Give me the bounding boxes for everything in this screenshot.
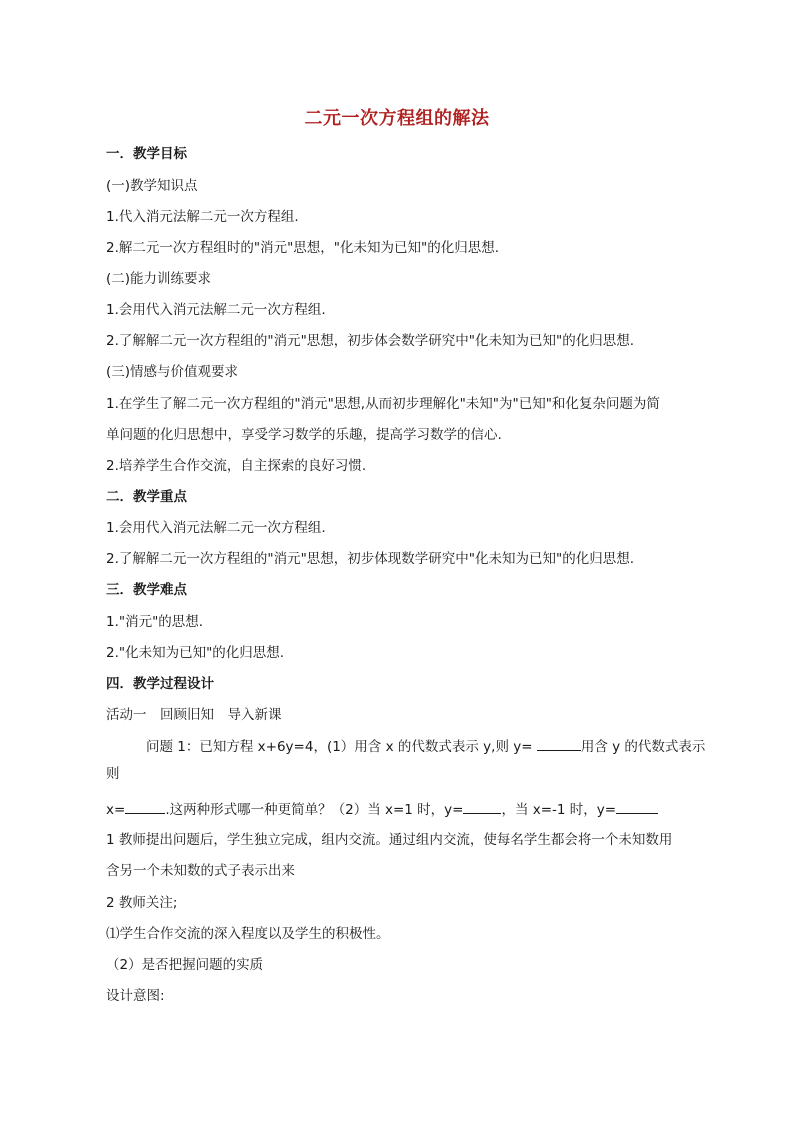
text-line: （2）是否把握问题的实质 [106, 957, 264, 973]
text-line: 2.培养学生合作交流，自主探索的良好习惯. [106, 458, 367, 474]
text-line: 2."化未知为已知"的化归思想. [106, 645, 285, 661]
question-text: 问题 1：已知方程 x+6y=4，(1）用含 x 的代数式表示 y,则 y= [146, 739, 537, 755]
section-heading-process: 四．教学过程设计 [106, 676, 214, 692]
text-line: 2 教师关注; [106, 895, 178, 911]
section-heading-key-points: 二．教学重点 [106, 489, 187, 505]
section-heading-difficulties: 三．教学难点 [106, 582, 187, 598]
answer-blank [463, 799, 501, 814]
text-line: 1."消元"的思想. [106, 614, 204, 630]
text-line: 1 教师提出问题后，学生独立完成，组内交流。通过组内交流，使每名学生都会将一个未知数用 [106, 832, 673, 848]
text-line: 2.解二元一次方程组时的"消元"思想，"化未知为已知"的化归思想. [106, 240, 500, 256]
question-text: x= [106, 802, 126, 818]
answer-blank [125, 799, 165, 814]
text-line: 1.会用代入消元法解二元一次方程组. [106, 520, 326, 536]
question-text: ，当 x=-1 时，y= [501, 802, 617, 818]
subheading-values: (三)情感与价值观要求 [106, 364, 239, 380]
text-line: 2.了解解二元一次方程组的"消元"思想，初步体会数学研究中"化未知为已知"的化归思想. [106, 333, 635, 349]
subheading-ability: (二)能力训练要求 [106, 271, 212, 287]
question-text: .这两种形式哪一种更简单？（2）当 x=1 时，y= [165, 802, 464, 818]
text-line: 含另一个未知数的式子表示出来 [106, 863, 295, 879]
question-text: 则 [106, 766, 120, 782]
text-line: 2.了解解二元一次方程组的"消元"思想，初步体现数学研究中"化未知为已知"的化归思想. [106, 551, 635, 567]
text-line: 1.会用代入消元法解二元一次方程组. [106, 302, 326, 318]
subheading-knowledge: (一)教学知识点 [106, 178, 198, 194]
activity-heading: 活动一 回顾旧知 导入新课 [106, 707, 282, 723]
text-line: 单问题的化归思想中，享受学习数学的乐趣，提高学习数学的信心. [106, 427, 502, 443]
question-1-line-2 [106, 799, 694, 820]
answer-blank [537, 736, 581, 751]
question-text: 用含 y 的代数式表示 [580, 739, 706, 755]
text-line: 设计意图: [106, 988, 165, 1004]
page-title: 二元一次方程组的解法 [304, 108, 490, 129]
text-line: 1.代入消元法解二元一次方程组. [106, 209, 299, 225]
section-heading-objectives: 一．教学目标 [106, 146, 187, 162]
answer-blank [616, 799, 658, 814]
text-line: 1.在学生了解二元一次方程组的"消元"思想,从而初步理解化"未知"为"已知"和化复杂问题为简 [106, 396, 660, 412]
text-line: ⑴学生合作交流的深入程度以及学生的积极性。 [106, 926, 390, 942]
question-1-line [146, 736, 706, 757]
